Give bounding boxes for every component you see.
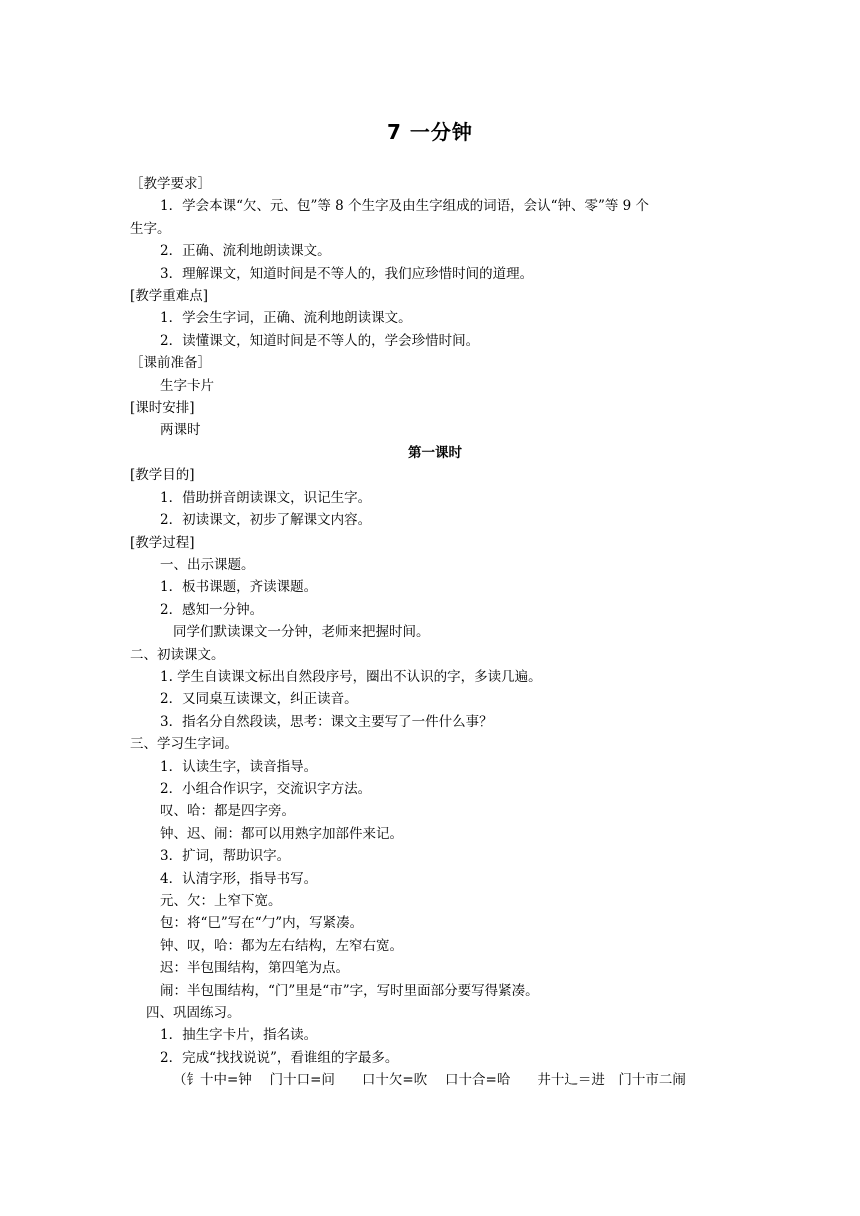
text-line: 钟、迟、闹：都可以用熟字加部件来记。 [160,825,403,842]
text-line: 1．抽生字卡片，指名读。 [160,1027,318,1044]
section-heading: 第一课时 [408,444,462,461]
text-line: [教学重难点] [130,288,209,305]
text-line: 2．正确、流利地朗读课文。 [160,243,331,260]
text-line: [课时安排] [130,400,195,417]
text-line: 3．理解课文，知道时间是不等人的，我们应珍惜时间的道理。 [160,265,534,282]
text-line: 三、学习生字词。 [130,736,238,753]
text-line: 1．认读生字，读音指导。 [160,758,318,775]
text-line: 4．认清字形，指导书写。 [160,870,318,887]
text-line: ［教学要求］ [130,176,211,192]
text-line: 二、初读课文。 [130,646,225,663]
text-line: 元、欠：上窄下宽。 [160,893,282,909]
text-line: 1．学会本课“欠、元、包”等 8 个生字及由生字组成的词语，会认“钟、零”等 9 个 [160,198,650,215]
text-line: 3．指名分自然段读，思考：课文主要写了一件什么事？ [160,713,493,730]
text-line: 一、出示课题。 [160,556,255,573]
text-line: 2．感知一分钟。 [160,601,264,618]
text-line: 两课时 [160,422,201,439]
text-line: 叹、哈：都是四字旁。 [160,803,295,820]
page-title: 7 一分钟 [387,120,473,144]
text-line: ［课前准备］ [130,355,211,372]
text-line: 1．学会生字词，正确、流利地朗读课文。 [160,310,412,327]
text-line: 包：将“巳”写在“勹”内，写紧凑。 [160,915,364,932]
text-line: 3．扩词，帮助识字。 [160,848,291,865]
text-line: （钅十中=钟 门十口=问 口十欠=吹 口十合=哈 井十辶＝进 门十市二闹 [173,1072,686,1089]
text-line: [教学目的] [130,467,195,484]
document-body [130,173,740,1092]
text-line: 1．板书课题，齐读课题。 [160,579,318,596]
text-line: 2．完成“找找说说”，看谁组的字最多。 [160,1049,399,1066]
text-line: [教学过程] [130,534,195,551]
text-line: 迟：半包围结构，第四笔为点。 [160,960,349,977]
text-line: 四、巩固练习。 [146,1005,241,1022]
text-line: 2．初读课文，初步了解课文内容。 [160,512,372,529]
text-line: 生字卡片 [160,377,214,394]
text-line: 生字。 [130,220,171,237]
text-line: 1．借助拼音朗读课文，识记生字。 [160,489,372,506]
text-line: 钟、叹，哈：都为左右结构，左窄右宽。 [160,937,403,954]
text-line: 1. 学生自读课文标出自然段序号，圈出不认识的字，多读几遍。 [160,668,542,685]
text-line: 闹：半包围结构，“门”里是“市”字，写时里面部分要写得紧凑。 [160,982,539,999]
text-line: 2．读懂课文，知道时间是不等人的，学会珍惜时间。 [160,332,480,349]
text-line: 2．小组合作识字，交流识字方法。 [160,780,372,797]
text-line: 同学们默读课文一分钟，老师来把握时间。 [173,624,430,641]
text-line: 2．又同桌互读课文，纠正读音。 [160,691,358,708]
